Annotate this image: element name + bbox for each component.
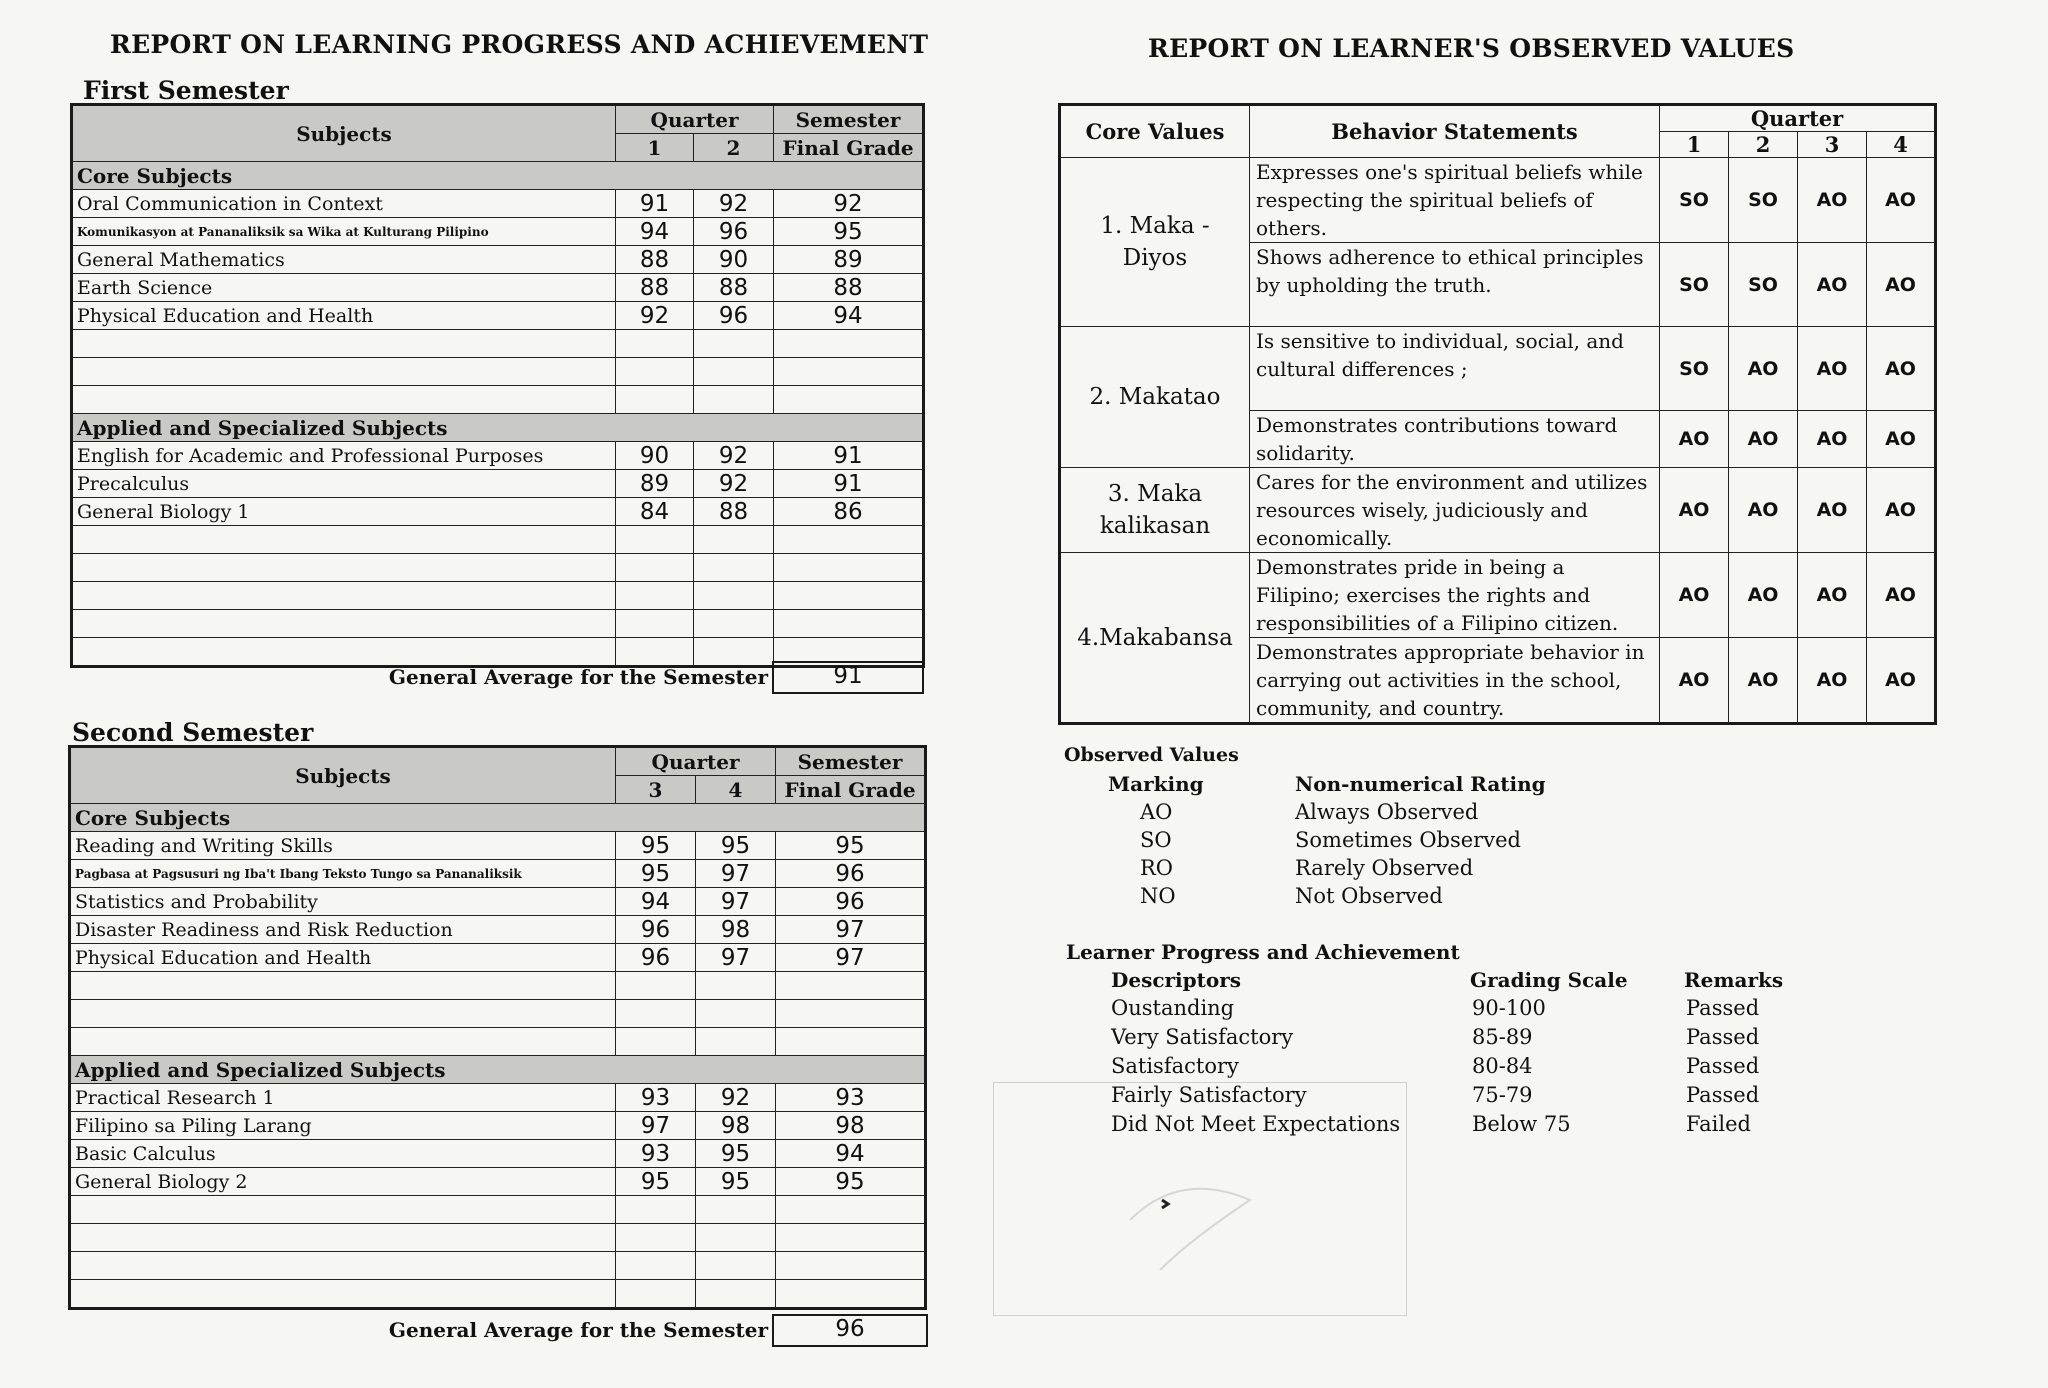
quarter-1-header: 1 — [1660, 132, 1729, 158]
quarter-4-mark: AO — [1867, 243, 1936, 327]
core-values-header: Core Values — [1060, 105, 1250, 158]
quarter-grade-a: 93 — [616, 1084, 696, 1112]
remark: Passed — [1686, 996, 1760, 1020]
quarter-1-mark: AO — [1660, 553, 1729, 638]
final-grade-header: Final Grade — [774, 134, 924, 162]
quarter-grade-b: 98 — [696, 916, 776, 944]
quarter-grade-b: 92 — [694, 470, 774, 498]
final-grade: 95 — [776, 1168, 926, 1196]
quarter-3-mark: AO — [1798, 638, 1867, 724]
marking-rating: Sometimes Observed — [1295, 828, 1521, 852]
quarter-grade-b: 90 — [694, 246, 774, 274]
quarter-grade-a: 96 — [616, 916, 696, 944]
subjects-header: Subjects — [72, 105, 616, 162]
quarter-grade-a: 90 — [616, 442, 694, 470]
first-semester-table — [70, 103, 925, 668]
final-grade: 96 — [776, 860, 926, 888]
quarter-1-mark: AO — [1660, 638, 1729, 724]
quarter-grade-b: 95 — [696, 1168, 776, 1196]
quarter-grade-b: 98 — [696, 1112, 776, 1140]
semester-header: Semester — [774, 105, 924, 134]
quarter-4-mark: AO — [1867, 158, 1936, 243]
final-grade: 91 — [774, 442, 924, 470]
applied-subjects-label: Applied and Specialized Subjects — [70, 1056, 926, 1084]
quarter-header: Quarter — [1660, 105, 1936, 132]
marking-code: RO — [1140, 856, 1174, 880]
grading-scale: 90-100 — [1472, 996, 1546, 1020]
quarter-4-mark: AO — [1867, 411, 1936, 468]
quarter-grade-b: 92 — [694, 442, 774, 470]
observed-values-legend-title: Observed Values — [1064, 744, 1239, 766]
behavior-statement: Expresses one's spiritual beliefs while respecting the spiritual beliefs of others. — [1250, 158, 1660, 243]
subject-name: Precalculus — [72, 470, 616, 498]
subject-row — [70, 916, 926, 944]
grading-scale: Below 75 — [1472, 1112, 1571, 1136]
behavior-statement: Demonstrates appropriate behavior in carrying out activities in the school, community, and country. — [1250, 638, 1660, 724]
quarter-4-header: 4 — [696, 776, 776, 804]
descriptor: Did Not Meet Expectations — [1111, 1112, 1401, 1136]
quarter-grade-a: 92 — [616, 302, 694, 330]
core-subjects-label: Core Subjects — [70, 804, 926, 832]
subject-row — [72, 274, 924, 302]
quarter-grade-b: 88 — [694, 274, 774, 302]
quarter-grade-b: 97 — [696, 944, 776, 972]
behavior-row — [1060, 553, 1936, 638]
behavior-row — [1060, 327, 1936, 411]
subject-name: Practical Research 1 — [70, 1084, 616, 1112]
quarter-1-mark: AO — [1660, 468, 1729, 553]
subject-name: General Mathematics — [72, 246, 616, 274]
core-subjects-label: Core Subjects — [72, 162, 924, 190]
final-grade: 93 — [776, 1084, 926, 1112]
marking-rating: Always Observed — [1295, 800, 1479, 824]
subject-row — [70, 888, 926, 916]
final-grade: 95 — [774, 218, 924, 246]
subject-name: Statistics and Probability — [70, 888, 616, 916]
descriptor: Satisfactory — [1111, 1054, 1239, 1078]
marking-rating: Not Observed — [1295, 884, 1443, 908]
subjects-header: Subjects — [70, 747, 616, 804]
subject-name: Physical Education and Health — [70, 944, 616, 972]
learning-progress-title: REPORT ON LEARNING PROGRESS AND ACHIEVEMENT — [110, 30, 929, 59]
final-grade: 98 — [776, 1112, 926, 1140]
marking-code: SO — [1140, 828, 1172, 852]
subject-row — [72, 218, 924, 246]
descriptors-label: Descriptors — [1111, 968, 1241, 992]
quarter-2-mark: AO — [1729, 638, 1798, 724]
behavior-statements-header: Behavior Statements — [1250, 105, 1660, 158]
quarter-3-mark: AO — [1798, 468, 1867, 553]
quarter-3-mark: AO — [1798, 411, 1867, 468]
subject-name: Disaster Readiness and Risk Reduction — [70, 916, 616, 944]
applied-subjects-label: Applied and Specialized Subjects — [72, 414, 924, 442]
quarter-grade-a: 88 — [616, 246, 694, 274]
quarter-grade-a: 95 — [616, 832, 696, 860]
subject-row — [70, 1168, 926, 1196]
remark: Passed — [1686, 1025, 1760, 1049]
subject-name: General Biology 1 — [72, 498, 616, 526]
quarter-2-mark: SO — [1729, 158, 1798, 243]
grading-scale-label: Grading Scale — [1470, 968, 1628, 992]
quarter-2-mark: AO — [1729, 327, 1798, 411]
final-grade: 95 — [776, 832, 926, 860]
quarter-grade-b: 95 — [696, 1140, 776, 1168]
subject-name: Basic Calculus — [70, 1140, 616, 1168]
descriptor: Oustanding — [1111, 996, 1235, 1020]
quarter-4-mark: AO — [1867, 327, 1936, 411]
final-grade: 97 — [776, 944, 926, 972]
final-grade: 96 — [776, 888, 926, 916]
second-semester-table — [68, 745, 927, 1310]
subject-name: English for Academic and Professional Purposes — [72, 442, 616, 470]
quarter-grade-a: 95 — [616, 860, 696, 888]
quarter-grade-a: 88 — [616, 274, 694, 302]
descriptor: Very Satisfactory — [1111, 1025, 1294, 1049]
quarter-grade-a: 94 — [616, 218, 694, 246]
quarter-4-mark: AO — [1867, 468, 1936, 553]
quarter-grade-b: 95 — [696, 832, 776, 860]
quarter-grade-a: 97 — [616, 1112, 696, 1140]
remark: Passed — [1686, 1083, 1760, 1107]
quarter-grade-b: 97 — [696, 860, 776, 888]
progress-legend-title: Learner Progress and Achievement — [1066, 940, 1460, 964]
descriptor: Fairly Satisfactory — [1111, 1083, 1307, 1107]
remark: Failed — [1686, 1112, 1751, 1136]
quarter-grade-a: 95 — [616, 1168, 696, 1196]
subject-row — [72, 302, 924, 330]
subject-name: Oral Communication in Context — [72, 190, 616, 218]
subject-name: Pagbasa at Pagsusuri ng Iba't Ibang Teksto Tungo sa Pananaliksik — [70, 860, 616, 888]
subject-row — [70, 1084, 926, 1112]
marking-label: Marking — [1108, 772, 1204, 796]
quarter-3-header: 3 — [616, 776, 696, 804]
subject-row — [72, 246, 924, 274]
behavior-statement: Shows adherence to ethical principles by upholding the truth. — [1250, 243, 1660, 327]
quarter-2-mark: AO — [1729, 553, 1798, 638]
quarter-4-mark: AO — [1867, 638, 1936, 724]
quarter-3-mark: AO — [1798, 243, 1867, 327]
core-value: 4.Makabansa — [1060, 553, 1250, 724]
rating-label: Non-numerical Rating — [1295, 772, 1546, 796]
marking-code: NO — [1140, 884, 1176, 908]
subject-row — [70, 944, 926, 972]
quarter-grade-a: 94 — [616, 888, 696, 916]
final-grade: 92 — [774, 190, 924, 218]
second-semester-title: Second Semester — [72, 718, 314, 747]
quarter-4-mark: AO — [1867, 553, 1936, 638]
subject-row — [70, 832, 926, 860]
grading-scale: 80-84 — [1472, 1054, 1533, 1078]
observed-values-table — [1058, 103, 1937, 725]
quarter-3-mark: AO — [1798, 553, 1867, 638]
quarter-1-mark: AO — [1660, 411, 1729, 468]
final-grade: 86 — [774, 498, 924, 526]
quarter-grade-b: 88 — [694, 498, 774, 526]
final-grade-header: Final Grade — [776, 776, 926, 804]
behavior-statement: Is sensitive to individual, social, and cultural differences ; — [1250, 327, 1660, 411]
quarter-header: Quarter — [616, 747, 776, 776]
subject-name: Komunikasyon at Pananaliksik sa Wika at Kulturang Pilipino — [72, 218, 616, 246]
quarter-4-header: 4 — [1867, 132, 1936, 158]
subject-name: Physical Education and Health — [72, 302, 616, 330]
final-grade: 88 — [774, 274, 924, 302]
subject-row — [70, 1112, 926, 1140]
quarter-grade-a: 96 — [616, 944, 696, 972]
grading-scale: 75-79 — [1472, 1083, 1533, 1107]
final-grade: 97 — [776, 916, 926, 944]
final-grade: 91 — [774, 470, 924, 498]
remark: Passed — [1686, 1054, 1760, 1078]
quarter-grade-b: 96 — [694, 218, 774, 246]
quarter-1-mark: SO — [1660, 158, 1729, 243]
quarter-header: Quarter — [616, 105, 774, 134]
behavior-statement: Demonstrates contributions toward solidarity. — [1250, 411, 1660, 468]
core-value: 3. Maka kalikasan — [1060, 468, 1250, 553]
quarter-1-mark: SO — [1660, 243, 1729, 327]
final-grade: 94 — [774, 302, 924, 330]
subject-name: Filipino sa Piling Larang — [70, 1112, 616, 1140]
subject-row — [70, 860, 926, 888]
quarter-grade-a: 93 — [616, 1140, 696, 1168]
first-semester-average-label: General Average for the Semester — [388, 665, 768, 689]
subject-row — [72, 470, 924, 498]
final-grade: 94 — [776, 1140, 926, 1168]
semester-header: Semester — [776, 747, 926, 776]
quarter-grade-b: 92 — [696, 1084, 776, 1112]
quarter-2-header: 2 — [1729, 132, 1798, 158]
behavior-row — [1060, 468, 1936, 553]
subject-row — [72, 190, 924, 218]
quarter-3-mark: AO — [1798, 158, 1867, 243]
quarter-grade-b: 92 — [694, 190, 774, 218]
first-semester-title: First Semester — [83, 76, 289, 105]
subject-name: General Biology 2 — [70, 1168, 616, 1196]
quarter-1-mark: SO — [1660, 327, 1729, 411]
subject-row — [70, 1140, 926, 1168]
second-semester-average: 96 — [772, 1314, 928, 1347]
marking-rating: Rarely Observed — [1295, 856, 1474, 880]
quarter-grade-b: 97 — [696, 888, 776, 916]
first-semester-average: 91 — [772, 661, 924, 694]
quarter-2-mark: AO — [1729, 468, 1798, 553]
quarter-3-header: 3 — [1798, 132, 1867, 158]
subject-name: Reading and Writing Skills — [70, 832, 616, 860]
quarter-2-mark: SO — [1729, 243, 1798, 327]
subject-row — [72, 442, 924, 470]
remarks-label: Remarks — [1684, 968, 1784, 992]
core-value: 2. Makatao — [1060, 327, 1250, 468]
observed-values-title: REPORT ON LEARNER'S OBSERVED VALUES — [1148, 34, 1795, 63]
core-value: 1. Maka - Diyos — [1060, 158, 1250, 327]
final-grade: 89 — [774, 246, 924, 274]
marking-code: AO — [1140, 800, 1173, 824]
quarter-grade-a: 91 — [616, 190, 694, 218]
behavior-row — [1060, 158, 1936, 243]
quarter-grade-a: 89 — [616, 470, 694, 498]
grading-scale: 85-89 — [1472, 1025, 1533, 1049]
quarter-2-mark: AO — [1729, 411, 1798, 468]
quarter-1-header: 1 — [616, 134, 694, 162]
faint-signature-mark — [1100, 1160, 1300, 1280]
quarter-3-mark: AO — [1798, 327, 1867, 411]
quarter-grade-b: 96 — [694, 302, 774, 330]
subject-row — [72, 498, 924, 526]
quarter-2-header: 2 — [694, 134, 774, 162]
quarter-grade-a: 84 — [616, 498, 694, 526]
behavior-statement: Demonstrates pride in being a Filipino; exercises the rights and responsibilities of a Filipino citizen. — [1250, 553, 1660, 638]
subject-name: Earth Science — [72, 274, 616, 302]
behavior-statement: Cares for the environment and utilizes resources wisely, judiciously and economically. — [1250, 468, 1660, 553]
second-semester-average-label: General Average for the Semester — [388, 1318, 768, 1342]
